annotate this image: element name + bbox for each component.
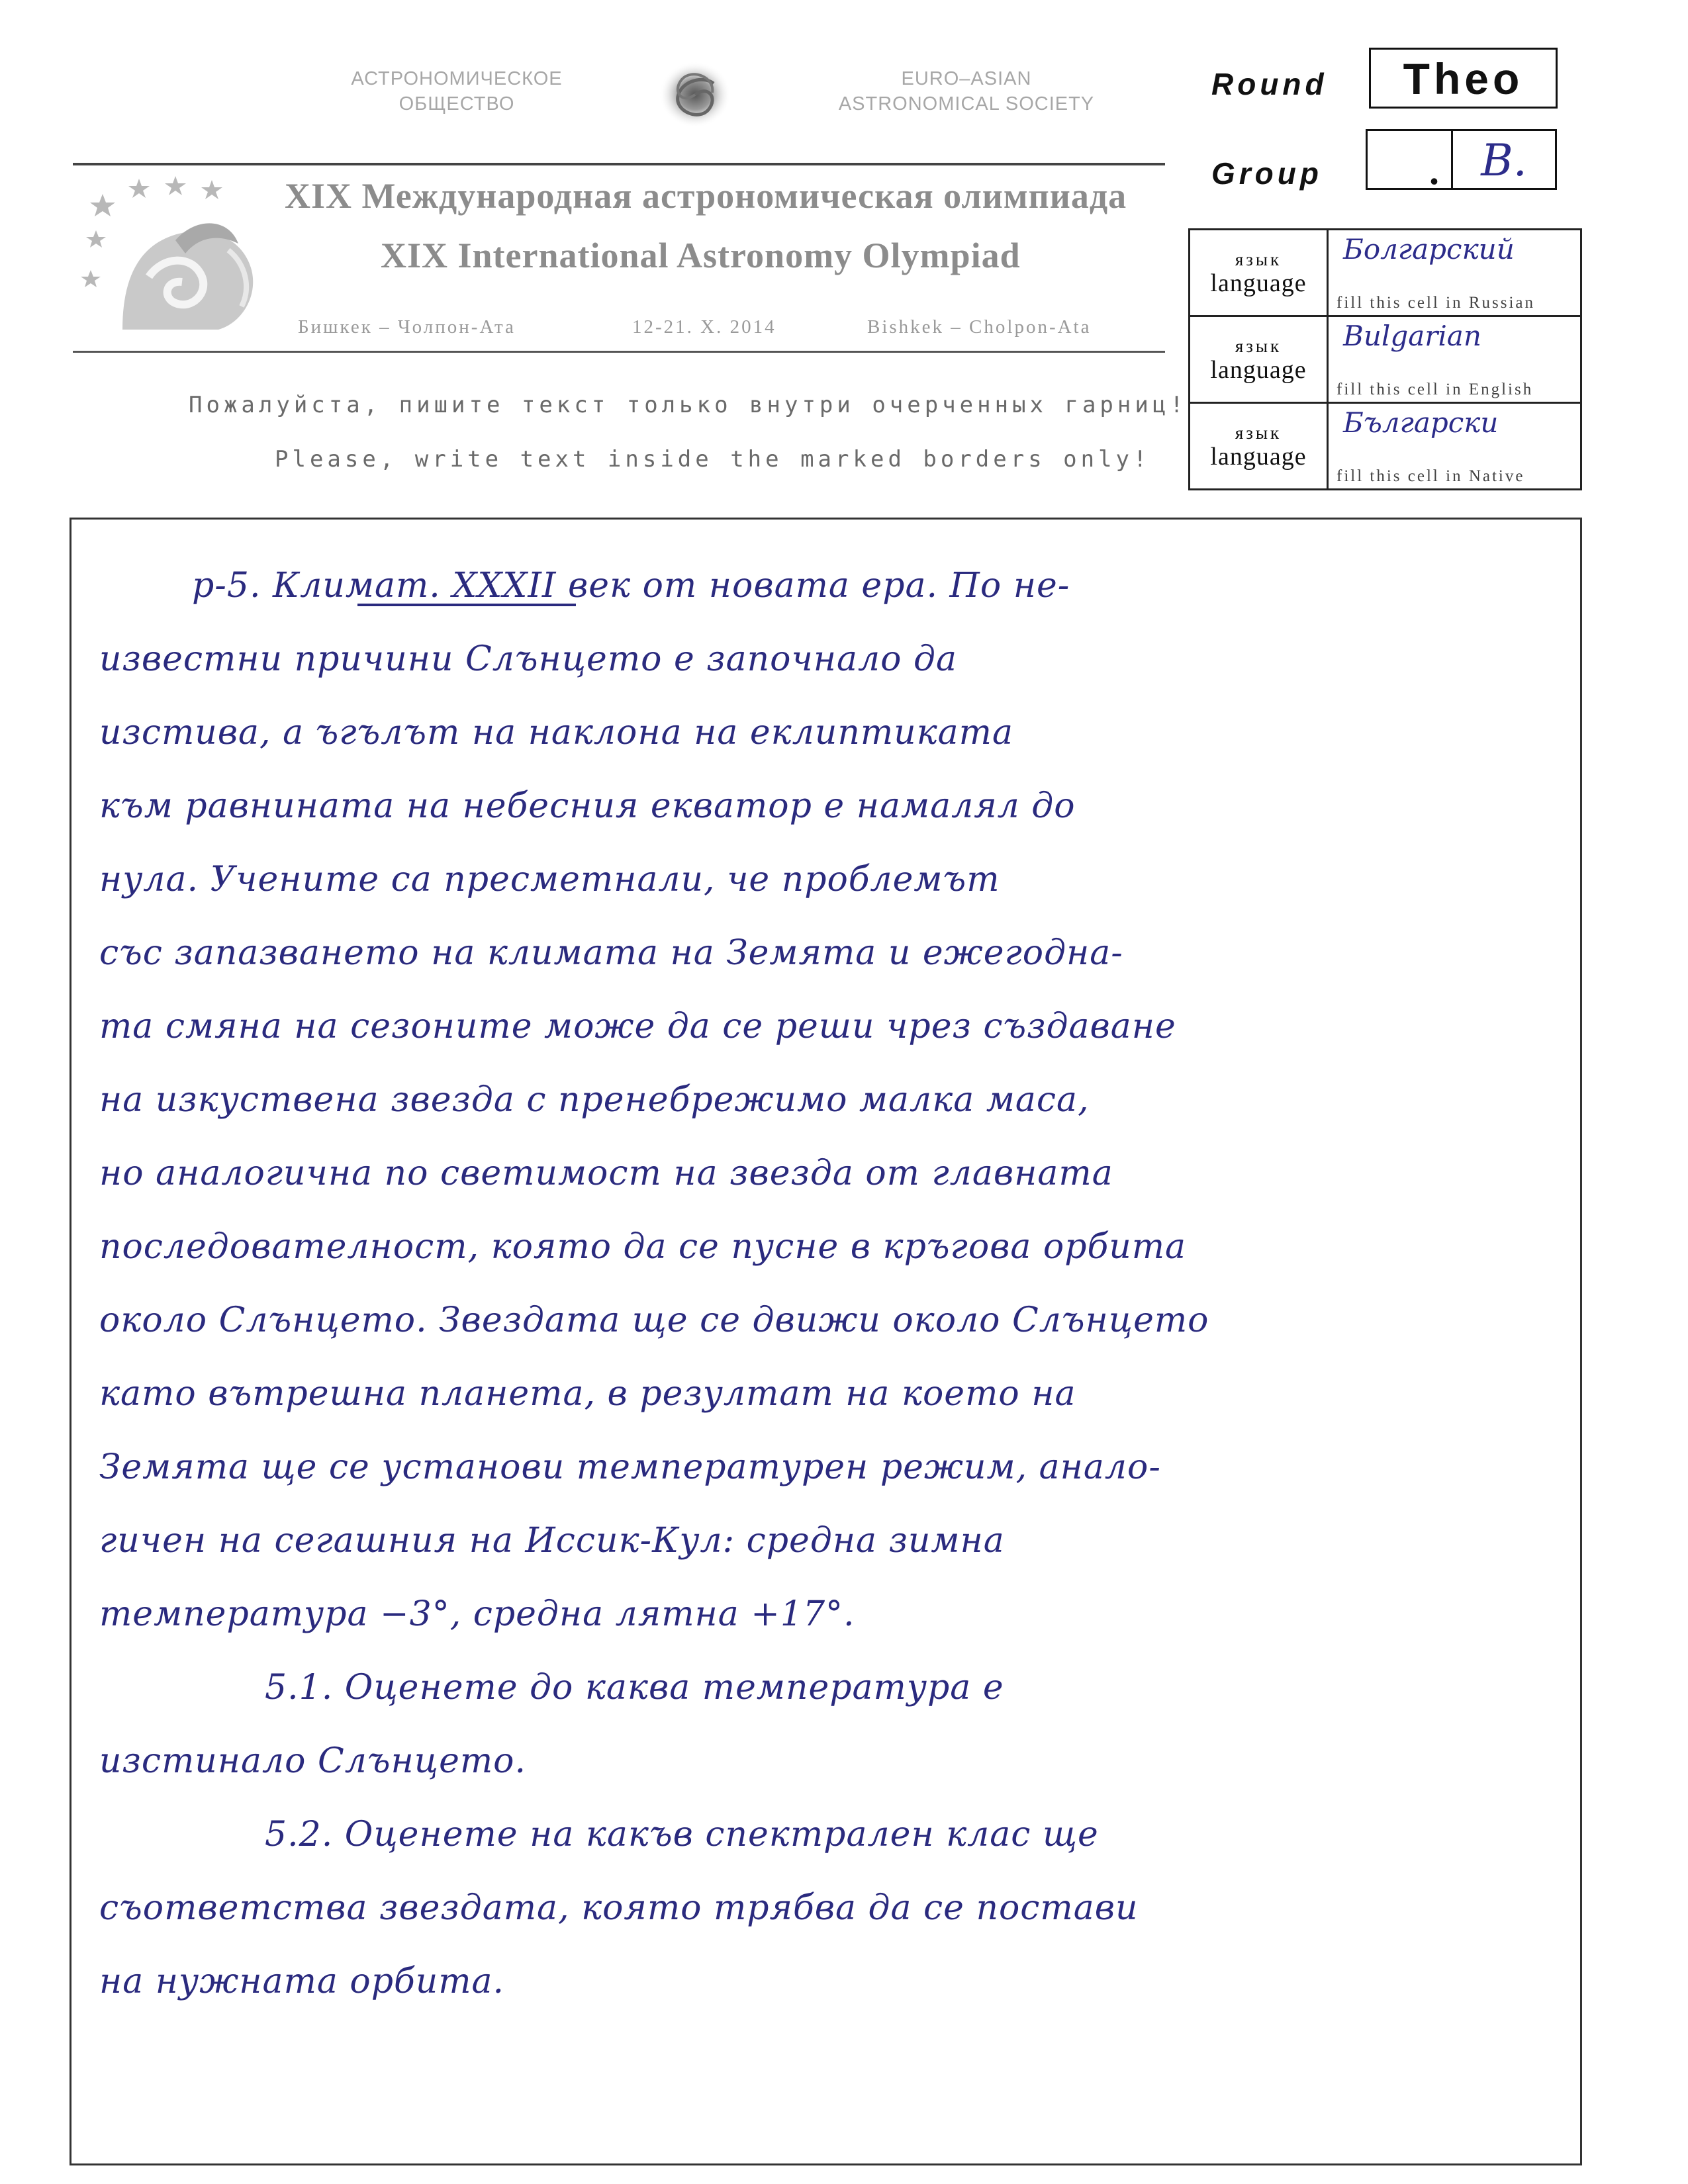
notice-ru: Пожалуйста, пишите текст только внутри очерченных гарниц! bbox=[189, 392, 1188, 418]
round-value: Theo bbox=[1403, 54, 1524, 103]
society-ru-line2: ОБЩЕСТВО bbox=[399, 93, 515, 114]
language-label-cell bbox=[1190, 403, 1328, 490]
notice-en: Please, write text inside the marked borders only! bbox=[275, 446, 1151, 473]
language-label-ru: язык bbox=[1235, 250, 1282, 269]
answer-line: Земята ще се установи температурен режим, анало- bbox=[99, 1447, 1161, 1487]
language-hint-native: fill this cell in Native bbox=[1336, 467, 1525, 485]
language-row-english bbox=[1190, 316, 1581, 403]
answer-line: р-5. Климат. XXXII век от новата ера. По не- bbox=[192, 566, 1070, 606]
group-value: B. bbox=[1481, 135, 1527, 186]
language-value-cell-native[interactable] bbox=[1328, 403, 1581, 490]
society-en-line2: ASTRONOMICAL SOCIETY bbox=[838, 93, 1095, 114]
problem-statement bbox=[99, 549, 1556, 1651]
question-5-1 bbox=[99, 1651, 1556, 1798]
place-ru: Бишкек – Чолпон-Ата bbox=[298, 316, 516, 338]
language-hint-russian: fill this cell in Russian bbox=[1336, 294, 1535, 312]
galaxy-logo bbox=[655, 58, 735, 131]
answer-line: на изкуствена звезда с пренебрежимо малка маса, bbox=[99, 1080, 1090, 1120]
olympiad-title-ru: XIX Международная астрономическая олимпиада bbox=[285, 176, 1127, 216]
language-label-en: language bbox=[1210, 356, 1307, 384]
language-label-ru: язык bbox=[1235, 423, 1282, 443]
group-prefix-box[interactable] bbox=[1366, 129, 1453, 193]
answer-text bbox=[99, 549, 1556, 2019]
language-row-russian bbox=[1190, 230, 1581, 316]
question-line: съответства звездата, която трябва да се постави bbox=[99, 1888, 1139, 1928]
answer-line: та смяна на сезоните може да се реши чрез създаване bbox=[99, 1007, 1176, 1046]
language-label-ru: язык bbox=[1235, 336, 1282, 356]
question-line: на нужната орбита. bbox=[99, 1962, 505, 2001]
question-line: изстинало Слънцето. bbox=[99, 1741, 526, 1781]
olympiad-emblem bbox=[76, 171, 268, 336]
language-value-cell-russian[interactable] bbox=[1328, 230, 1581, 316]
group-prefix: . bbox=[1429, 149, 1439, 193]
society-name-en bbox=[801, 66, 1132, 116]
language-value-native: Български bbox=[1343, 406, 1499, 439]
question-line: 5.1. Оценете до каква температура е bbox=[265, 1668, 1004, 1707]
society-name-ru bbox=[311, 66, 602, 116]
answer-line: със запазването на климата на Земята и ежегодна- bbox=[99, 933, 1123, 973]
question-line: 5.2. Оценете на какъв спектрален клас ще bbox=[265, 1815, 1099, 1854]
answer-line: известни причини Слънцето е започнало да bbox=[99, 639, 957, 679]
place-en: Bishkek – Cholpon-Ata bbox=[867, 316, 1092, 338]
answer-line: изстива, а ъгълът на наклона на еклиптиката bbox=[99, 713, 1013, 752]
language-row-native bbox=[1190, 403, 1581, 490]
language-label-cell bbox=[1190, 230, 1328, 316]
language-label-cell bbox=[1190, 316, 1328, 403]
language-table bbox=[1188, 228, 1582, 490]
round-label: Round bbox=[1211, 67, 1328, 101]
society-en-line1: EURO–ASIAN bbox=[901, 68, 1032, 89]
answer-line: като вътрешна планета, в резултат на което на bbox=[99, 1374, 1076, 1414]
language-value-english: Bulgarian bbox=[1343, 320, 1481, 352]
group-box[interactable] bbox=[1451, 129, 1557, 190]
round-box[interactable] bbox=[1369, 48, 1558, 109]
society-ru-line1: АСТРОНОМИЧЕСКОЕ bbox=[351, 68, 563, 89]
language-value-cell-english[interactable] bbox=[1328, 316, 1581, 403]
answer-line: последователност, която да се пусне в кръгова орбита bbox=[99, 1227, 1187, 1267]
title-rule bbox=[73, 351, 1165, 353]
language-value-russian: Болгарский bbox=[1343, 233, 1515, 265]
title-underline bbox=[357, 604, 576, 606]
group-label: Group bbox=[1211, 156, 1323, 191]
olympiad-title-en: XIX International Astronomy Olympiad bbox=[381, 236, 1021, 275]
answer-line: гичен на сегашния на Иссик-Кул: средна зимна bbox=[99, 1521, 1005, 1561]
language-hint-english: fill this cell in English bbox=[1336, 381, 1534, 398]
header-rule bbox=[73, 163, 1165, 165]
question-5-2 bbox=[99, 1798, 1556, 2019]
answer-line: но аналогична по светимост на звезда от главната bbox=[99, 1154, 1113, 1193]
answer-line: нула. Учените са пресметнали, че проблемът bbox=[99, 860, 1000, 899]
answer-line: към равнината на небесния екватор е намалял до bbox=[99, 786, 1076, 826]
language-label-en: language bbox=[1210, 443, 1307, 471]
language-label-en: language bbox=[1210, 269, 1307, 297]
event-dates: 12-21. X. 2014 bbox=[632, 316, 776, 338]
answer-line: температура −3°, средна лятна +17°. bbox=[99, 1594, 855, 1634]
answer-line: около Слънцето. Звездата ще се движи около Слънцето bbox=[99, 1300, 1209, 1340]
